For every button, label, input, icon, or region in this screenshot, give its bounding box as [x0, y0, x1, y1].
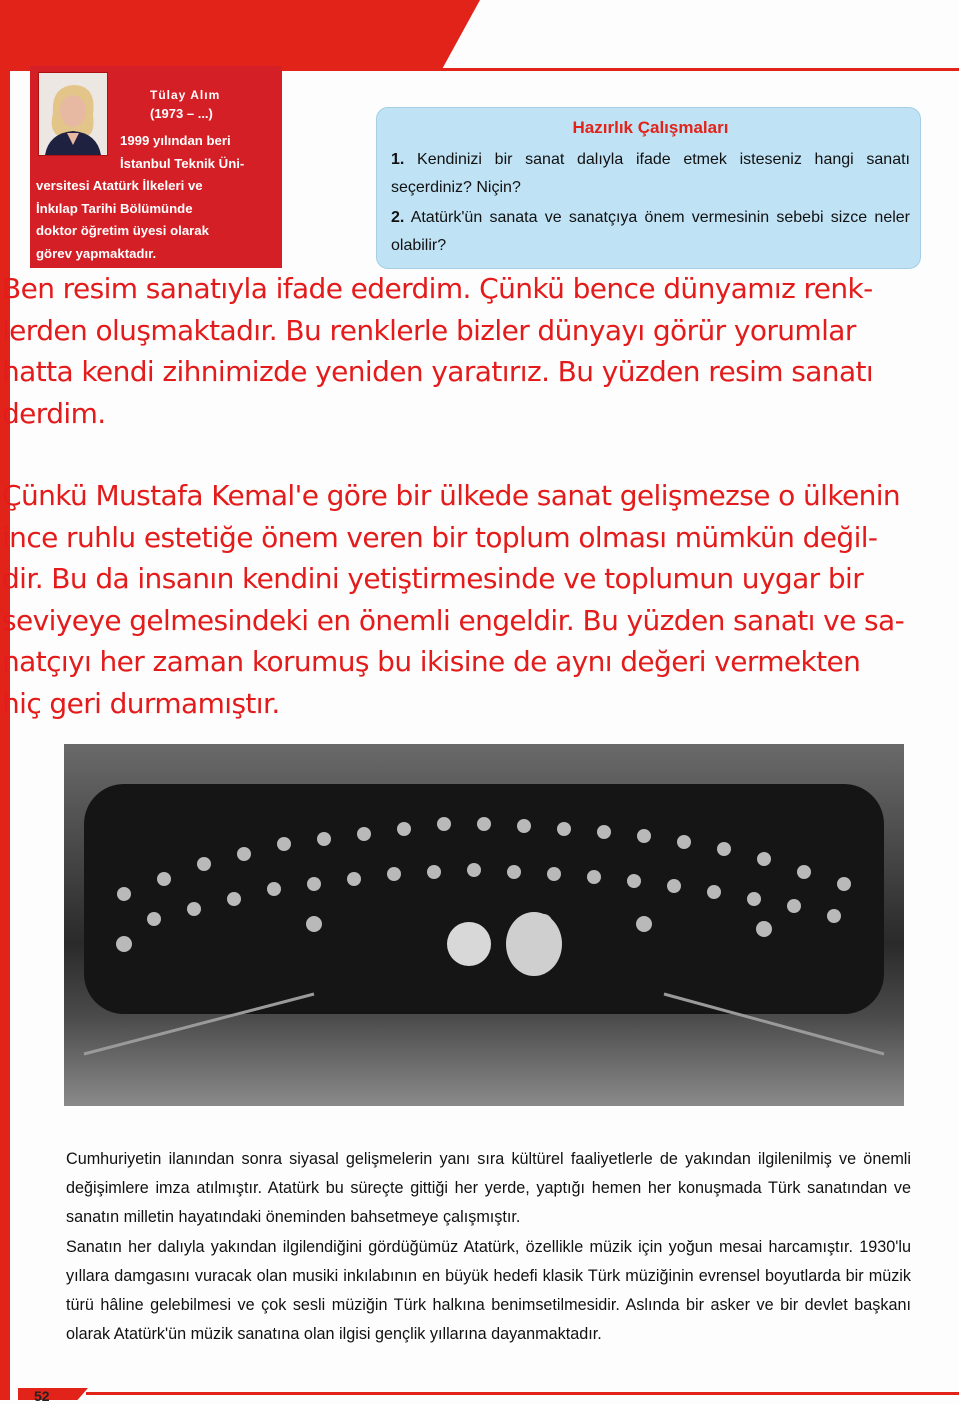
question-text: Atatürk'ün sanata ve sanatçıya önem vermesinin sebebi sizce neler olabilir? [391, 209, 910, 254]
answer-line: hiç geri durmamıştır. [2, 686, 280, 720]
answer-2 [2, 475, 957, 724]
question-number: 1. [391, 151, 405, 168]
preparation-title: Hazırlık Çalışmaları [572, 118, 729, 137]
body-text [66, 1145, 911, 1349]
preparation-box [376, 107, 921, 269]
author-bio-line: İstanbul Teknik Üni- [120, 155, 245, 171]
answer-line: ince ruhlu estetiğe önem veren bir toplum olması mümkün değil- [2, 520, 878, 554]
historical-band-photo [64, 744, 904, 1106]
preparation-question-2 [391, 204, 910, 260]
author-bio-line: versitesi Atatürk İlkeleri ve [36, 178, 203, 193]
answer-line: derdim. [2, 396, 106, 430]
page-number-tab [18, 1388, 88, 1400]
author-years: (1973 – ...) [150, 106, 213, 121]
answer-line: Ben resim sanatıyla ifade ederdim. Çünkü bence dünyamız renk- [2, 272, 873, 305]
author-bio [36, 130, 276, 265]
preparation-question-1 [391, 146, 910, 202]
author-bio-line: doktor öğretim üyesi olarak [36, 223, 209, 238]
answer-line: hatta kendi zihnimizde yeniden yaratırız. Bu yüzden resim sanatı [2, 355, 874, 388]
author-bio-line: görev yapmaktadır. [36, 245, 157, 261]
author-name: Tülay Alım [150, 88, 221, 102]
body-paragraph-2: Sanatın her dalıyla yakından ilgilendiğini gördüğümüz Atatürk, özellikle müzik için yoğun mesai harcamıştır. 1930'lu yıllara damgasını vuracak olan musiki inkılabının en büyük hedefi klasik Türk müziğinin evrensel boyutlarda bir müzik türü hâline gelebilmesi ve çok sesli müziğin Türk halkına benimsetilmesidir. Aslında bir asker ve bir devlet başkanı olarak Atatürk'ün müzik sanatına olan ilgisi gençlik yıllarına dayanmaktadır. [66, 1237, 911, 1344]
answer-line: Çünkü Mustafa Kemal'e göre bir ülkede sanat gelişmezse o ülkenin [2, 479, 901, 512]
answer-line: natçıyı her zaman korumuş bu ikisine de aynı değeri vermekten [2, 645, 861, 678]
top-banner [0, 0, 480, 70]
question-number: 2. [391, 209, 405, 226]
body-paragraph-1: Cumhuriyetin ilanından sonra siyasal gelişmelerin yanı sıra kültürel faaliyetlerle de yakından ilgilenilmiş ve önemli değişimlere imza atılmıştır. Atatürk bu süreçte gittiği her yerde, yaptığı hemen her konuşmada Türk sanatından ve sanatın milletin hayatındaki öneminden bahsetmeye çalışmıştır. [66, 1150, 911, 1227]
author-bio-line: İnkılap Tarihi Bölümünde [36, 200, 193, 216]
author-bio-line: 1999 yılından beri [120, 133, 231, 148]
page-number: 52 [34, 1388, 50, 1404]
author-box [30, 66, 282, 268]
question-text: Kendinizi bir sanat dalıyla ifade etmek isteseniz hangi sanatı seçerdiniz? Niçin? [391, 151, 910, 196]
bottom-rule [86, 1392, 959, 1395]
answer-line: lerden oluşmaktadır. Bu renklerle bizler dünyayı görür yorumlar [2, 313, 856, 347]
answer-1 [2, 268, 957, 434]
band-photo-image [64, 744, 904, 1106]
answer-line: seviyeye gelmesindeki en önemli engeldir. Bu yüzden sanatı ve sa- [2, 603, 905, 637]
answer-line: dir. Bu da insanın kendini yetiştirmesinde ve toplumun uygar bir [2, 562, 864, 595]
